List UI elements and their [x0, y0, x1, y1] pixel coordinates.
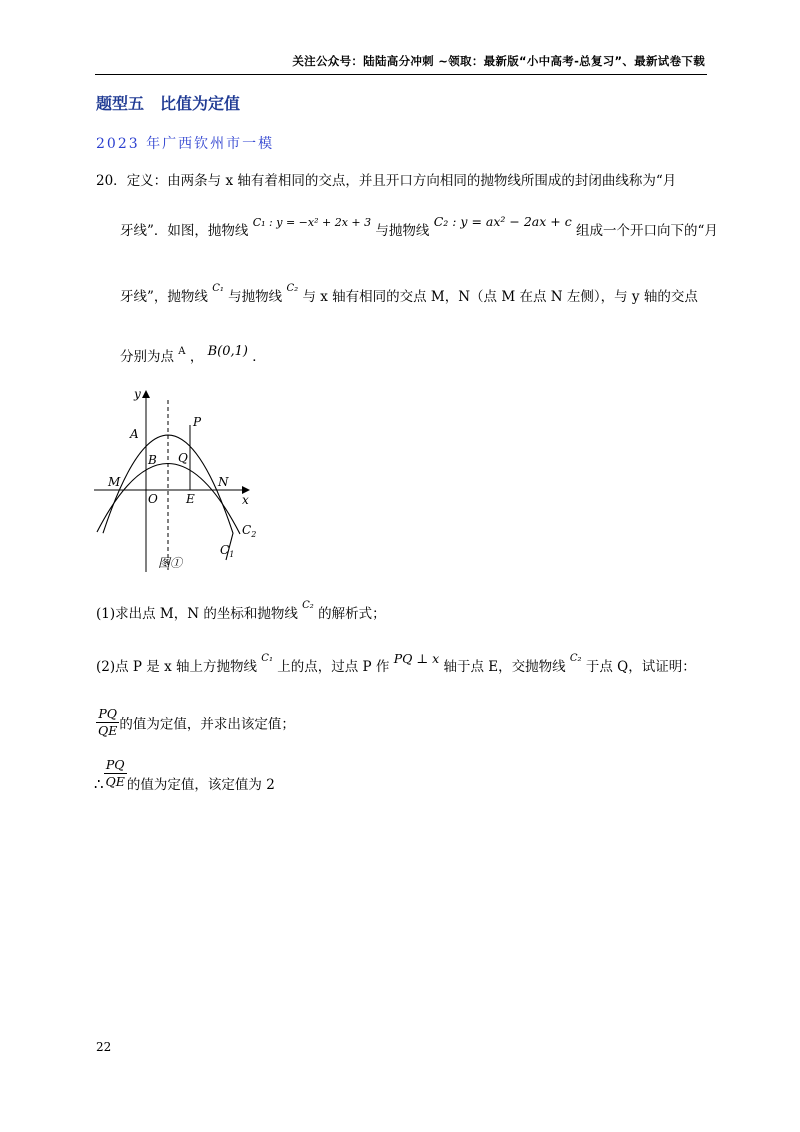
section-label: 题型五	[96, 94, 145, 113]
question-2	[96, 651, 696, 679]
label-c1: $C_1$	[220, 543, 235, 559]
section-title	[96, 91, 240, 114]
answer-line	[94, 757, 275, 793]
label-p: P	[193, 415, 202, 429]
ratio-fraction	[96, 706, 119, 739]
fraction-denominator: QE	[98, 723, 118, 738]
c1-label: C₁	[212, 283, 224, 294]
fraction-numerator: PQ	[96, 706, 119, 723]
question-1	[96, 600, 386, 626]
problem-text-3b: 与抛物线	[228, 289, 283, 305]
label-e: E	[186, 492, 195, 506]
label-c2: $C_2$	[242, 523, 257, 539]
label-b: B	[148, 453, 157, 467]
problem-number: 20．	[96, 173, 127, 189]
q2-c1-label: C₁	[261, 653, 273, 664]
q1-text-b: 的解析式；	[318, 606, 386, 622]
c2-label: C₂	[286, 283, 299, 294]
problem-line-1	[96, 171, 676, 191]
q1-c2-label: C₂	[302, 600, 314, 611]
problem-text-2a: 牙线”．如图，抛物线	[120, 223, 249, 239]
problem-text-1: 定义：由两条与 x 轴有着相同的交点，并且开口方向相同的抛物线所围成的封闭曲线称为“月	[126, 173, 677, 189]
answer-text: 的值为定值，该定值为 2	[126, 777, 275, 793]
label-m: M	[108, 475, 121, 489]
q2-text-c: 轴于点 E，交抛物线	[443, 659, 566, 675]
label-a: A	[130, 427, 139, 441]
page-header: 关注公众号：陆陆高分冲刺 ~领取：最新版“小中高考-总复习”、最新试卷下载	[292, 54, 705, 68]
q2-text-e: 的值为定值，并求出该定值；	[119, 716, 295, 733]
problem-text-2c: 组成一个开口向下的“月	[576, 223, 718, 239]
point-b-label: B(0,1)	[207, 344, 248, 359]
label-y: y	[134, 387, 141, 401]
answer-numerator: PQ	[104, 757, 127, 774]
q2-text-d: 于点 Q，试证明：	[585, 659, 696, 675]
answer-fraction	[104, 757, 127, 790]
problem-text-3a: 牙线”，抛物线	[120, 289, 208, 305]
y-axis-arrow	[142, 390, 150, 398]
label-o: O	[148, 492, 158, 506]
c1-formula: C₁ : y = −x² + 2x + 3	[252, 216, 372, 229]
therefore-symbol: ∴	[94, 775, 104, 793]
answer-denominator: QE	[105, 774, 125, 789]
problem-text-4a: 分别为点	[120, 349, 174, 365]
label-n: N	[218, 475, 229, 489]
q2-perp: PQ ⊥ x	[393, 651, 440, 666]
problem-text-3c: 与 x 轴有相同的交点 M，N（点 M 在点 N 左侧），与 y 轴的交点	[302, 289, 698, 305]
q2-text-a: (2)点 P 是 x 轴上方抛物线	[96, 659, 257, 675]
figure-caption: 图①	[158, 556, 183, 570]
section-name: 比值为定值	[160, 94, 241, 113]
problem-source: 2023 年广西钦州市一模	[96, 136, 275, 152]
label-x: x	[242, 493, 249, 507]
page-number: 22	[96, 1040, 112, 1054]
label-q: Q	[178, 451, 188, 465]
problem-text-4-sep: ，	[189, 349, 204, 365]
problem-text-2b: 与抛物线	[375, 223, 430, 239]
problem-line-3	[120, 283, 698, 309]
q1-text-a: (1)求出点 M，N 的坐标和抛物线	[96, 606, 298, 622]
problem-line-2	[120, 214, 718, 242]
parabola-figure	[90, 382, 270, 582]
question-2-fraction-line	[96, 706, 295, 739]
q2-c2-label: C₂	[569, 653, 582, 664]
q2-text-b: 上的点，过点 P 作	[277, 659, 390, 675]
problem-line-4	[120, 344, 266, 369]
problem-text-4-end: ．	[252, 349, 266, 365]
header-divider	[95, 74, 707, 75]
point-a-label: A	[178, 346, 186, 357]
c2-formula: C₂ : y = ax² − 2ax + c	[433, 214, 572, 229]
